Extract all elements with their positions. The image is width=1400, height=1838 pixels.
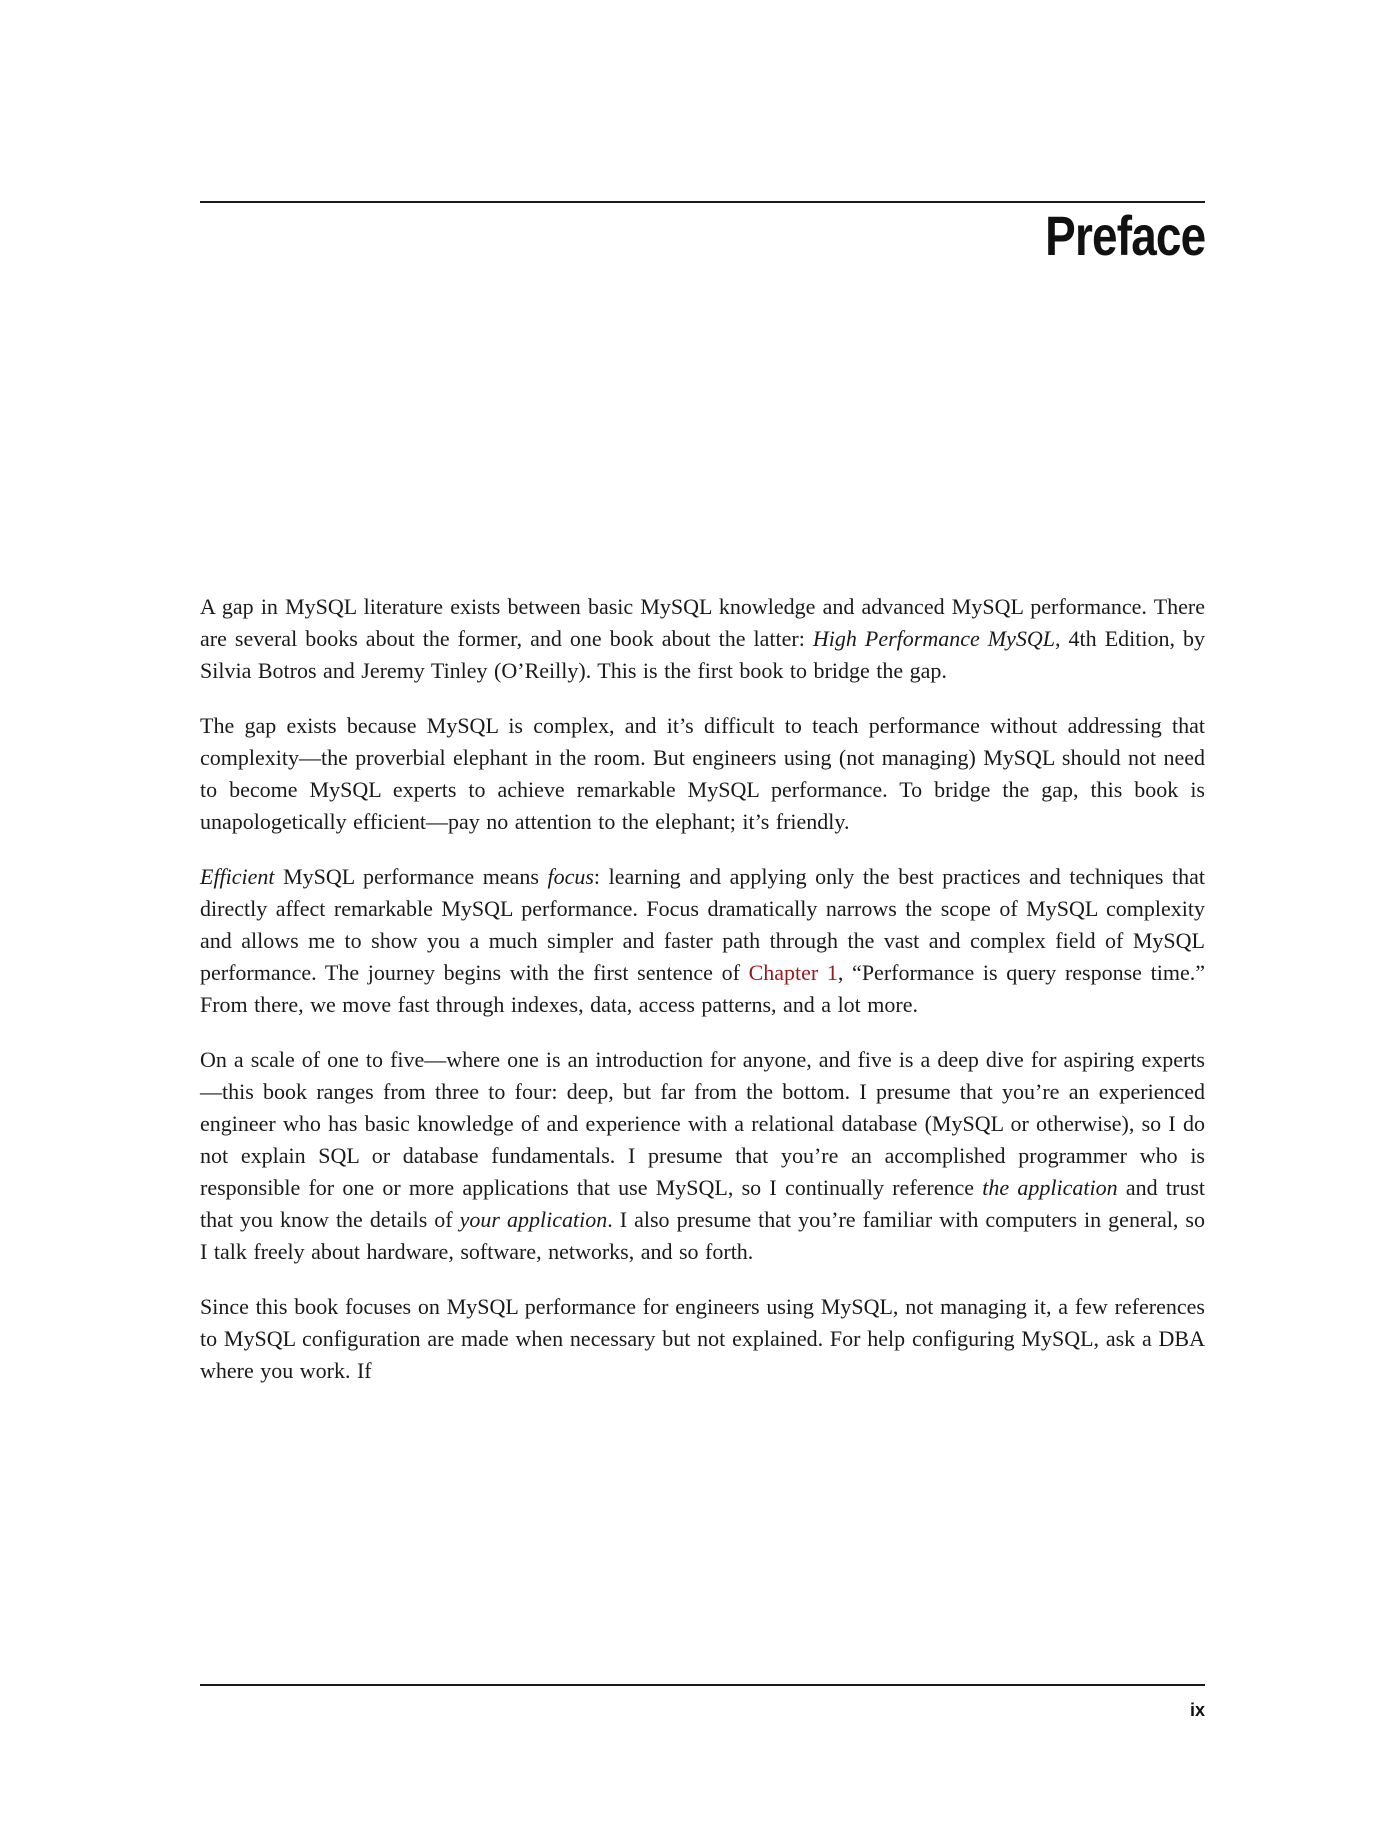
paragraph bbox=[200, 1044, 1205, 1268]
header-rule bbox=[200, 201, 1205, 203]
paragraph bbox=[200, 1291, 1205, 1387]
body-text-run: , 4th Edition, by Silvia Botros and Jeremy Tinley (O’Reilly). This is the first book to bridge the gap. bbox=[200, 626, 1206, 683]
body-text-run: MySQL performance means bbox=[274, 864, 548, 889]
body-text-run: The gap exists because MySQL is complex, and it’s difficult to teach performance without addressing that complexity—the proverbial elephant in the room. But engineers using (not managing) MySQL should not need to become MySQL experts to achieve remarkable MySQL performance. To bridge the gap, this book is unapologetically efficient—pay no attention to the elephant; it’s friendly. bbox=[200, 713, 1205, 834]
body-text-run: On a scale of one to five—where one is an introduction for anyone, and five is a deep dive for aspiring experts—this book ranges from three to four: deep, but far from the bottom. I presume that you’re an experienced engineer who has basic knowledge of and experience with a relational database (MySQL or otherwise), so I do not explain SQL or database fundamentals. I presume that you’re an accomplished programmer who is responsible for one or more applications that use MySQL, so I continually reference bbox=[200, 1047, 1205, 1200]
preface-body bbox=[200, 591, 1205, 1410]
body-text-run: . I also presume that you’re familiar with computers in general, so I talk freely about hardware, software, networks, and so forth. bbox=[200, 1207, 1205, 1264]
italic-text: High Performance MySQL bbox=[812, 626, 1056, 651]
page-title-text: Preface bbox=[1044, 204, 1205, 267]
italic-text: focus bbox=[547, 864, 594, 889]
italic-text: Efficient bbox=[200, 864, 275, 889]
italic-text: the application bbox=[982, 1175, 1118, 1200]
footer-rule bbox=[200, 1684, 1205, 1686]
page-title bbox=[1010, 204, 1205, 268]
italic-text: your application bbox=[459, 1207, 608, 1232]
body-text-run: A gap in MySQL literature exists between basic MySQL knowledge and advanced MySQL performance. There are several books about the former, and one book about the latter: bbox=[200, 594, 1205, 651]
body-text-run: and trust that you know the details of bbox=[200, 1175, 1205, 1232]
chapter-1-link[interactable]: Chapter 1 bbox=[748, 960, 838, 985]
body-text-run: Since this book focuses on MySQL performance for engineers using MySQL, not managing it, a few references to MySQL configuration are made when necessary but not explained. For help configuring MySQL, ask a DBA where you work. If bbox=[200, 1294, 1205, 1383]
paragraph bbox=[200, 710, 1205, 838]
body-text-run: : learning and applying only the best practices and techniques that directly affect remarkable MySQL performance. Focus dramatically narrows the scope of MySQL complexity and allows me to show you a much simpler and faster path through the vast and complex field of MySQL performance. The journey begins with the first sentence of bbox=[200, 864, 1205, 985]
paragraph bbox=[200, 591, 1205, 687]
page-number: ix bbox=[1189, 1700, 1205, 1720]
paragraph bbox=[200, 861, 1205, 1021]
body-text-run: , “Performance is query response time.” From there, we move fast through indexes, data, access patterns, and a lot more. bbox=[200, 960, 1205, 1017]
